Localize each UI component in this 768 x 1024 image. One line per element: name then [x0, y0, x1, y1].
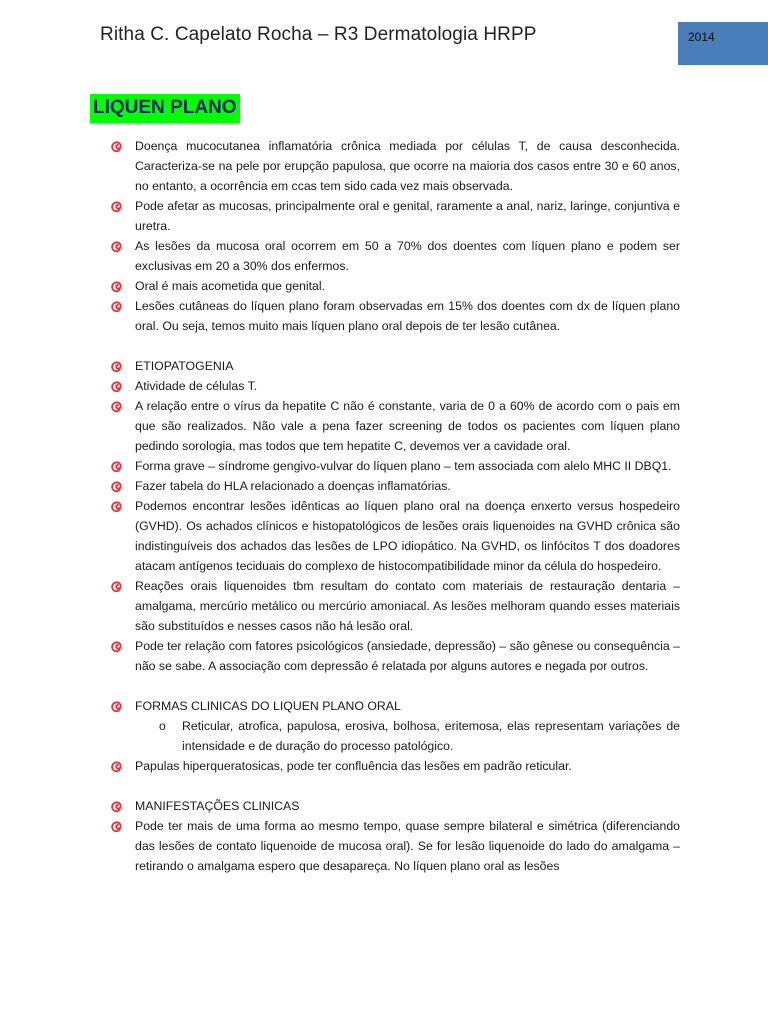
list-item	[110, 496, 680, 576]
list-item-text: Reações orais liquenoides tbm resultam do contato com materiais de restauração dentaria – amalgama, mercúrio metálico ou mercúrio amoniacal. As lesões melhoram quando esses materiais são substituídos e nesses casos não há lesão oral.	[135, 579, 680, 633]
list-item-text: Pode ter relação com fatores psicológicos (ansiedade, depressão) – são gênese ou consequência – não se sabe. A associação com depressão é relatada por alguns autores e negada por outros.	[135, 639, 680, 673]
sub-list-item	[110, 716, 680, 756]
swirl-bullet-icon	[110, 800, 123, 813]
swirl-bullet-icon	[110, 500, 123, 513]
swirl-bullet-icon	[110, 280, 123, 293]
swirl-bullet-icon	[110, 400, 123, 413]
list-item-text: FORMAS CLINICAS DO LIQUEN PLANO ORAL	[135, 699, 401, 713]
list-item	[110, 636, 680, 676]
list-item	[110, 196, 680, 236]
swirl-bullet-icon	[110, 140, 123, 153]
list-item	[110, 236, 680, 276]
list-item-text: Pode afetar as mucosas, principalmente oral e genital, raramente a anal, nariz, laringe, conjuntiva e uretra.	[135, 199, 680, 233]
list-item-text: Lesões cutâneas do líquen plano foram observadas em 15% dos doentes com dx de líquen plano oral. Ou seja, temos muito mais líquen plano oral depois de ter lesão cutânea.	[135, 299, 680, 333]
swirl-bullet-icon	[110, 200, 123, 213]
list-item	[110, 296, 680, 336]
list-item	[110, 456, 680, 476]
list-item	[110, 796, 680, 816]
swirl-bullet-icon	[110, 760, 123, 773]
list-item-text: A relação entre o vírus da hepatite C não é constante, varia de 0 a 60% de acordo com o pais em que são realizados. Não vale a pena fazer screening de todos os pacientes com líquen plano pedindo sorologia, mas todos que tem hepatite C, devemos ver a cavidade oral.	[135, 399, 680, 453]
section-4	[110, 796, 680, 876]
list-item	[110, 696, 680, 716]
list-item	[110, 576, 680, 636]
list-item-text: Pode ter mais de uma forma ao mesmo tempo, quase sempre bilateral e simétrica (diferenciando das lesões de contato liquenoide de mucosa oral). Se for lesão liquenoide do lado do amalgama – retirando o amalgama espero que desapareça. No líquen plano oral as lesões	[135, 819, 680, 873]
list-item	[110, 396, 680, 456]
list-item	[110, 756, 680, 776]
list-item-text: Papulas hiperqueratosicas, pode ter confluência das lesões em padrão reticular.	[135, 759, 572, 773]
list-item	[110, 276, 680, 296]
swirl-bullet-icon	[110, 820, 123, 833]
section-2	[110, 356, 680, 676]
document-body	[110, 136, 680, 876]
header-title: Ritha C. Capelato Rocha – R3 Dermatologia HRPP	[100, 24, 537, 45]
list-item	[110, 476, 680, 496]
swirl-bullet-icon	[110, 460, 123, 473]
swirl-bullet-icon	[110, 700, 123, 713]
list-item-text: Forma grave – síndrome gengivo-vulvar do líquen plano – tem associada com alelo MHC II DBQ1.	[135, 459, 672, 473]
page-header	[0, 0, 768, 70]
swirl-bullet-icon	[110, 640, 123, 653]
list-item-text: Oral é mais acometida que genital.	[135, 279, 326, 293]
swirl-bullet-icon	[110, 380, 123, 393]
list-item-text: Atividade de células T.	[135, 379, 258, 393]
swirl-bullet-icon	[110, 360, 123, 373]
list-item-text: Doença mucocutanea inflamatória crônica mediada por células T, de causa desconhecida. Caracteriza-se na pele por erupção papulosa, que ocorre na maioria dos casos entre 30 e 60 anos, no entanto, a ocorrência em ccas tem sido cada vez mais observada.	[135, 139, 680, 193]
list-item-text: Fazer tabela do HLA relacionado a doenças inflamatórias.	[135, 479, 451, 493]
circle-bullet-icon: o	[159, 719, 166, 733]
list-item-text: ETIOPATOGENIA	[135, 359, 234, 373]
list-item	[110, 136, 680, 196]
list-item-text: As lesões da mucosa oral ocorrem em 50 a 70% dos doentes com líquen plano e podem ser exclusivas em 20 a 30% dos enfermos.	[135, 239, 680, 273]
section-3	[110, 696, 680, 776]
list-item-text: Podemos encontrar lesões idênticas ao líquen plano oral na doença enxerto versus hospedeiro (GVHD). Os achados clínicos e histopatológicos de lesões orais liquenoides na GVHD crônica são indistinguíveis dos achados das lesões de LPO idiopático. Na GVHD, os linfócitos T dos doadores atacam antígenos teciduais do complexo de histocompatibilidade minor da célula do hospedeiro.	[135, 499, 680, 573]
swirl-bullet-icon	[110, 300, 123, 313]
swirl-bullet-icon	[110, 480, 123, 493]
list-item	[110, 376, 680, 396]
document-title: LIQUEN PLANO	[90, 94, 240, 123]
list-item-text: MANIFESTAÇÕES CLINICAS	[135, 799, 300, 813]
list-item	[110, 356, 680, 376]
list-item-text: Reticular, atrofica, papulosa, erosiva, bolhosa, eritemosa, elas representam variações de intensidade e de duração do processo patológico.	[182, 719, 680, 753]
swirl-bullet-icon	[110, 240, 123, 253]
year-badge: 2014	[678, 22, 768, 65]
list-item	[110, 816, 680, 876]
section-1	[110, 136, 680, 336]
swirl-bullet-icon	[110, 580, 123, 593]
